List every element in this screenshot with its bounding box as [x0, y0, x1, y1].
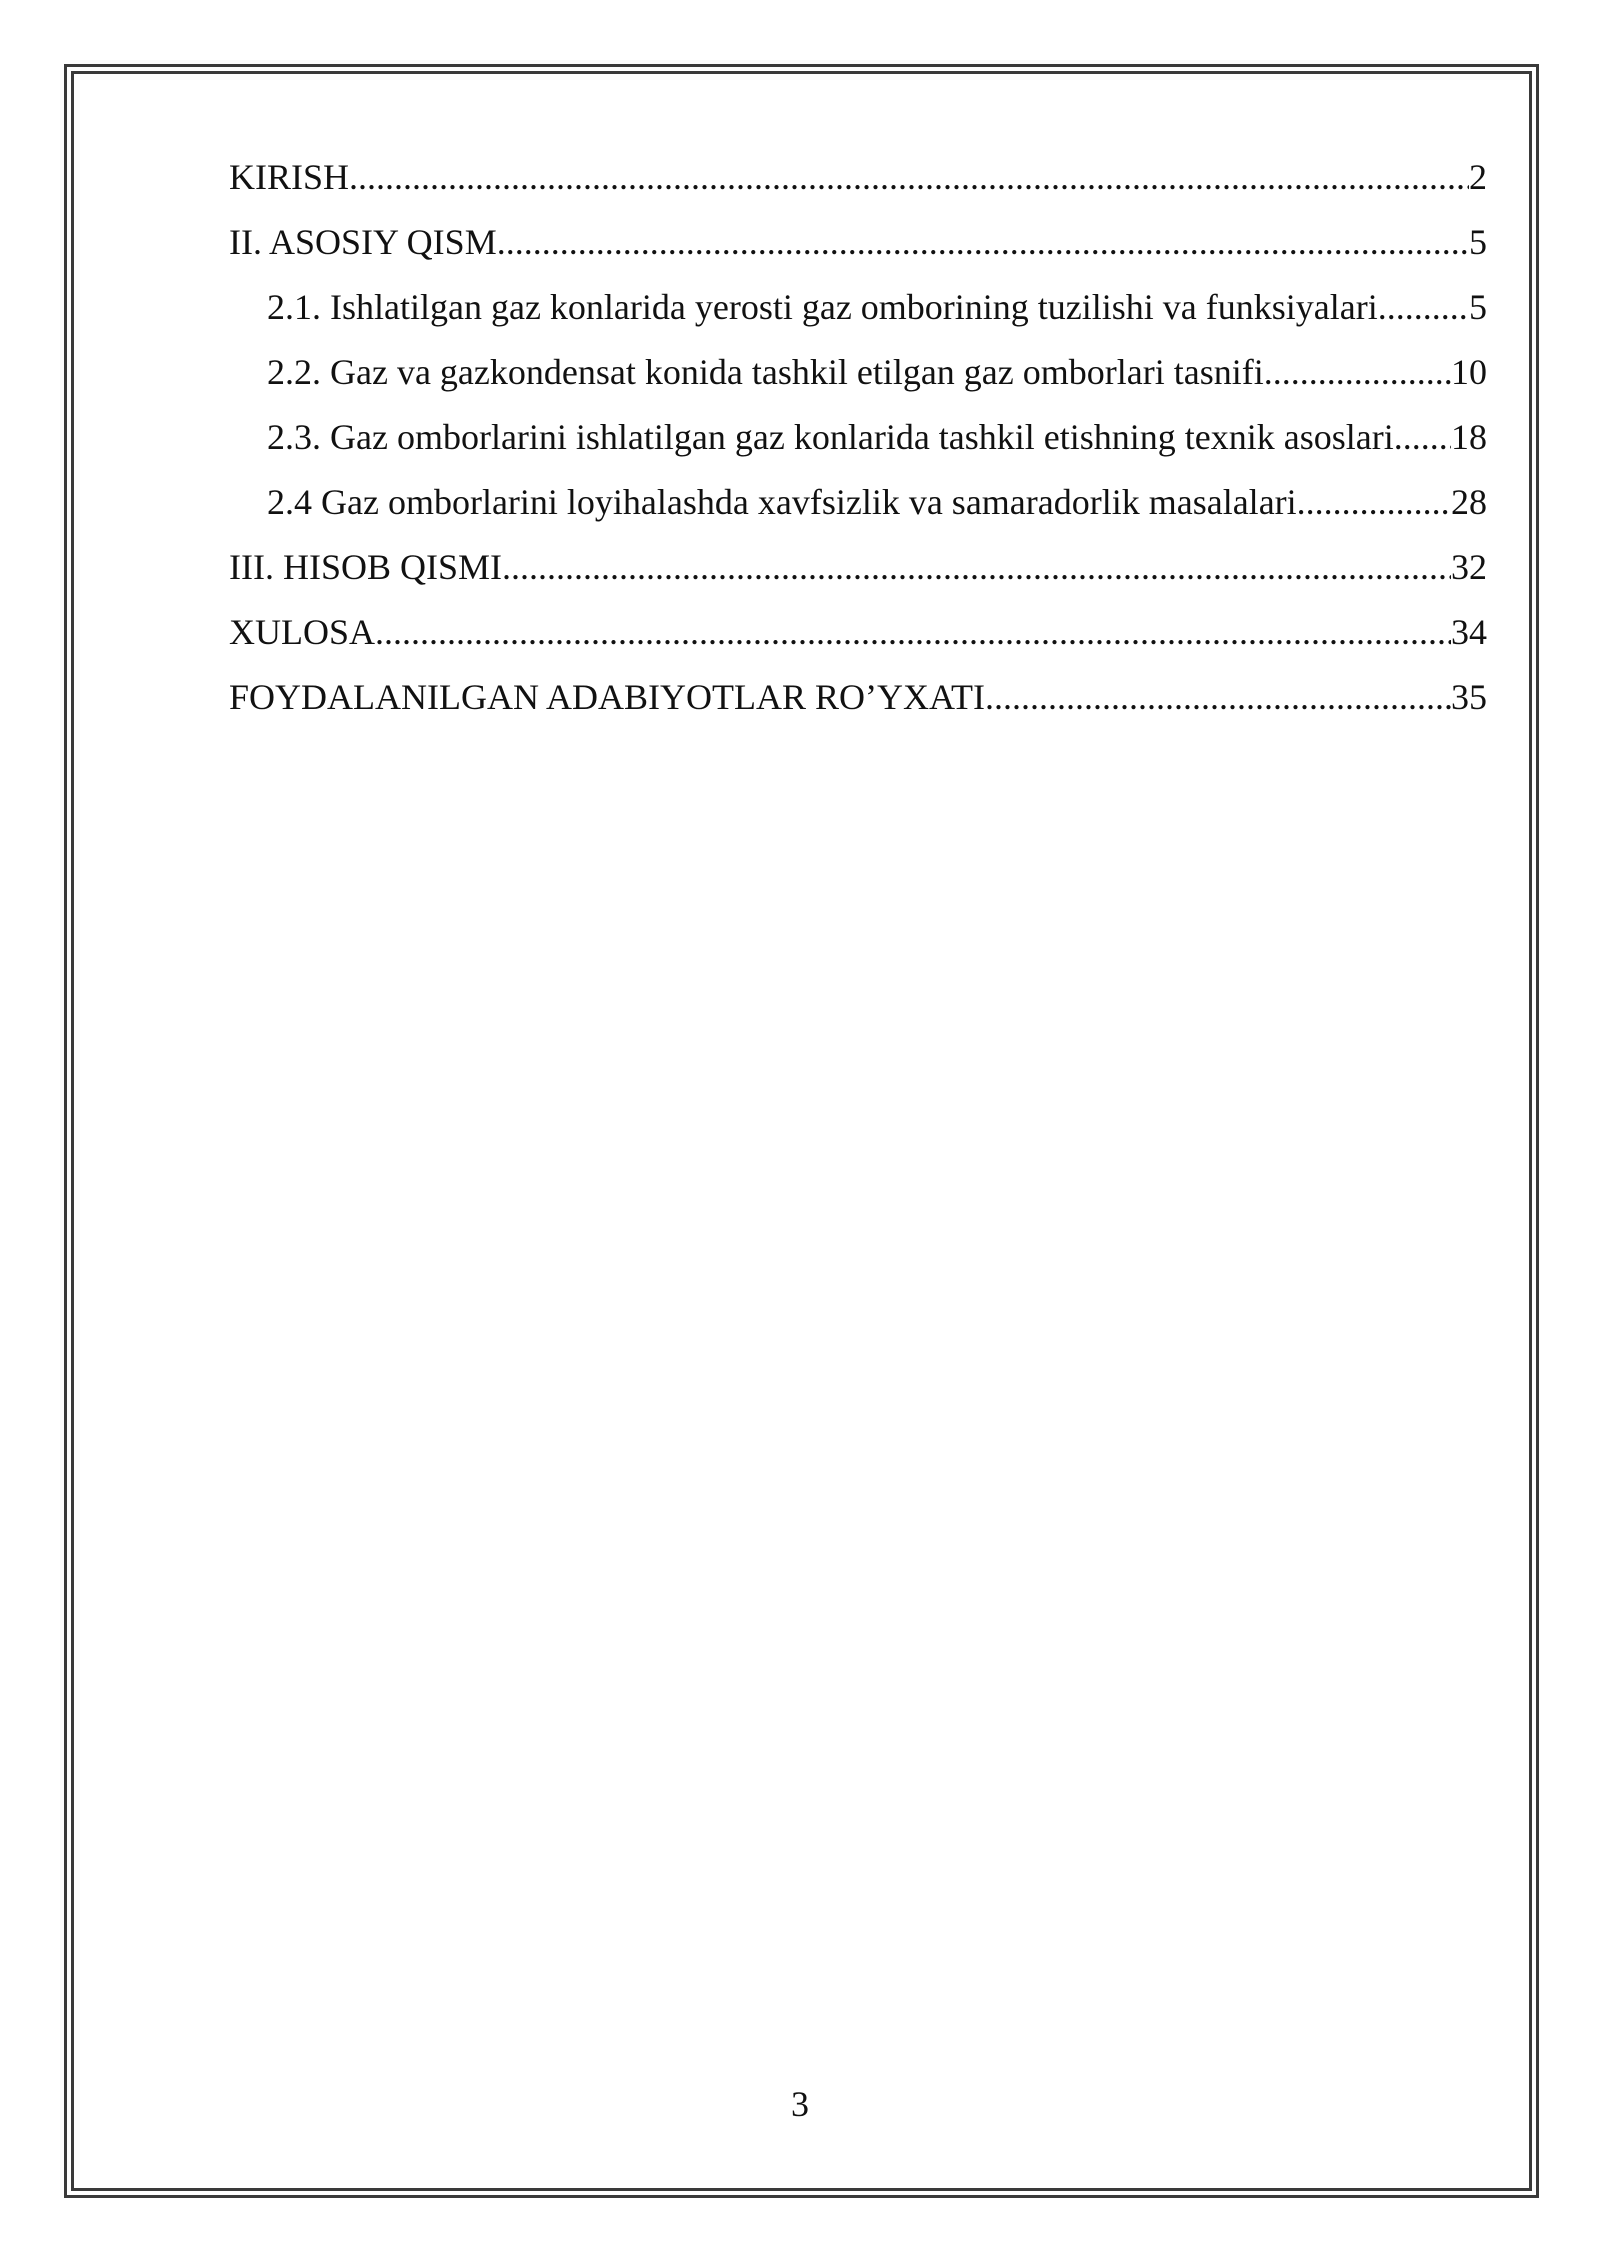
toc-leader-dots — [502, 535, 1451, 600]
toc-entry-title: III. HISOB QISMI — [229, 547, 502, 587]
toc-leader-dots — [349, 145, 1469, 210]
toc-entry-page: 18 — [1451, 417, 1487, 457]
toc-entry-page: 34 — [1451, 612, 1487, 652]
page-number: 3 — [791, 2084, 809, 2124]
toc-entry-title: 2.1. Ishlatilgan gaz konlarida yerosti gaz omborining tuzilishi va funksiyalari — [267, 287, 1378, 327]
toc-entry-page: 35 — [1451, 677, 1487, 717]
toc-entry-2-4[interactable] — [229, 470, 1487, 535]
toc-entry-xulosa[interactable] — [229, 600, 1487, 665]
toc-entry-page: 32 — [1451, 547, 1487, 587]
toc-entry-title: 2.3. Gaz omborlarini ishlatilgan gaz konlarida tashkil etishning texnik asoslari — [267, 417, 1394, 457]
toc-leader-dots — [497, 210, 1469, 275]
toc-leader-dots — [375, 600, 1451, 665]
toc-entry-title: KIRISH — [229, 157, 350, 197]
toc-entry-page: 28 — [1451, 482, 1487, 522]
toc-leader-dots — [1378, 275, 1469, 340]
toc-entry-title: XULOSA — [229, 612, 376, 652]
toc-entry-title: 2.2. Gaz va gazkondensat konida tashkil etilgan gaz omborlari tasnifi — [267, 352, 1264, 392]
toc-entry-page: 10 — [1451, 352, 1487, 392]
toc-leader-dots — [1297, 470, 1451, 535]
toc-entry-2-2[interactable] — [229, 340, 1487, 405]
toc-entry-adabiyotlar[interactable] — [229, 665, 1487, 730]
toc-entry-2-1[interactable] — [229, 275, 1487, 340]
toc-leader-dots — [985, 665, 1451, 730]
toc-entry-2-3[interactable] — [229, 405, 1487, 470]
toc-entry-hisob-qismi[interactable] — [229, 535, 1487, 600]
toc-entry-asosiy-qism[interactable] — [229, 210, 1487, 275]
toc-entry-page: 5 — [1469, 222, 1487, 262]
toc-leader-dots — [1264, 340, 1451, 405]
toc-entry-page: 5 — [1469, 287, 1487, 327]
toc-entry-title: 2.4 Gaz omborlarini loyihalashda xavfsizlik va samaradorlik masalalari — [267, 482, 1297, 522]
toc-entry-title: II. ASOSIY QISM — [229, 222, 497, 262]
table-of-contents — [229, 145, 1487, 730]
toc-entry-kirish[interactable] — [229, 145, 1487, 210]
toc-entry-title: FOYDALANILGAN ADABIYOTLAR RO’YXATI — [229, 677, 985, 717]
toc-leader-dots — [1394, 405, 1451, 470]
toc-entry-page: 2 — [1469, 157, 1487, 197]
